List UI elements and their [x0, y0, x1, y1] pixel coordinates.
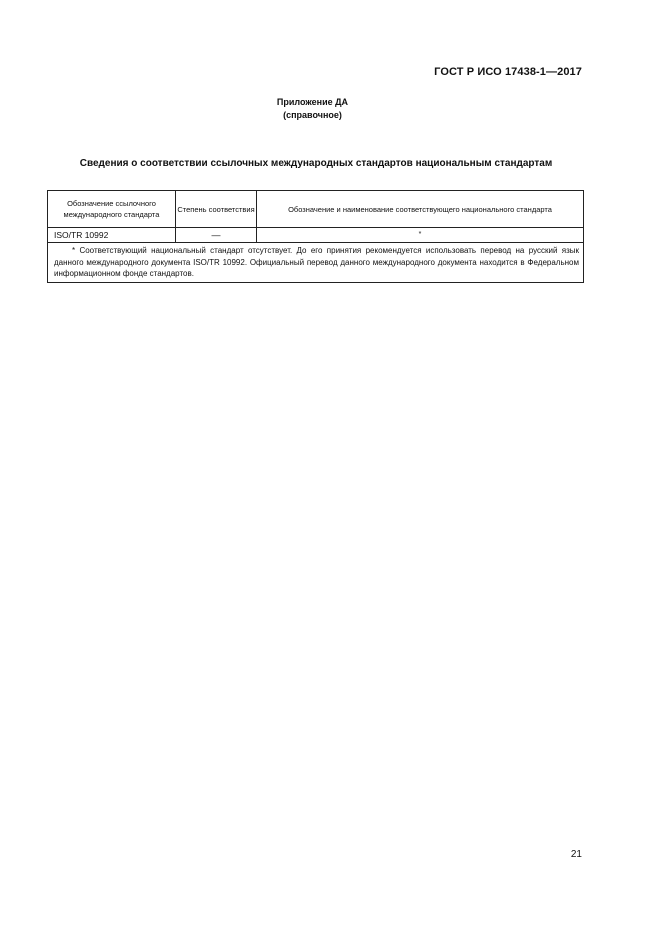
appendix-heading — [0, 96, 625, 122]
cell-national-standard — [257, 228, 584, 243]
footnote-marker: * — [418, 230, 422, 238]
degree-value: — — [211, 230, 221, 240]
table-footnote-row — [48, 243, 584, 283]
appendix-title: Приложение ДА — [276, 97, 349, 107]
header-degree-of-correspondence: Степень соответствия — [176, 191, 257, 228]
document-code: ГОСТ Р ИСО 17438-1—2017 — [434, 66, 582, 78]
footnote-cell — [48, 243, 584, 283]
table-header-row — [48, 191, 584, 228]
cell-degree — [176, 228, 257, 243]
table-row — [48, 228, 584, 243]
page-number: 21 — [570, 849, 582, 860]
appendix-subtitle: (справочное) — [283, 110, 342, 120]
header-national-standard: Обозначение и наименование соответствующего национального стандарта — [257, 191, 584, 228]
cell-international-designation: ISO/TR 10992 — [48, 228, 176, 243]
footnote-text: * Соответствующий национальный стандарт отсутствует. До его принятия рекомендуется использовать перевод на русский язык данного международного документа ISO/TR 10992. Официальный перевод данного международного документа находится в Федеральном информационном фонде стандартов. — [54, 246, 579, 278]
standards-correspondence-table — [47, 190, 584, 283]
header-international-designation: Обозначение ссылочного международного стандарта — [48, 191, 176, 228]
section-title: Сведения о соответствии ссылочных международных стандартов национальным стандартам — [79, 158, 553, 169]
